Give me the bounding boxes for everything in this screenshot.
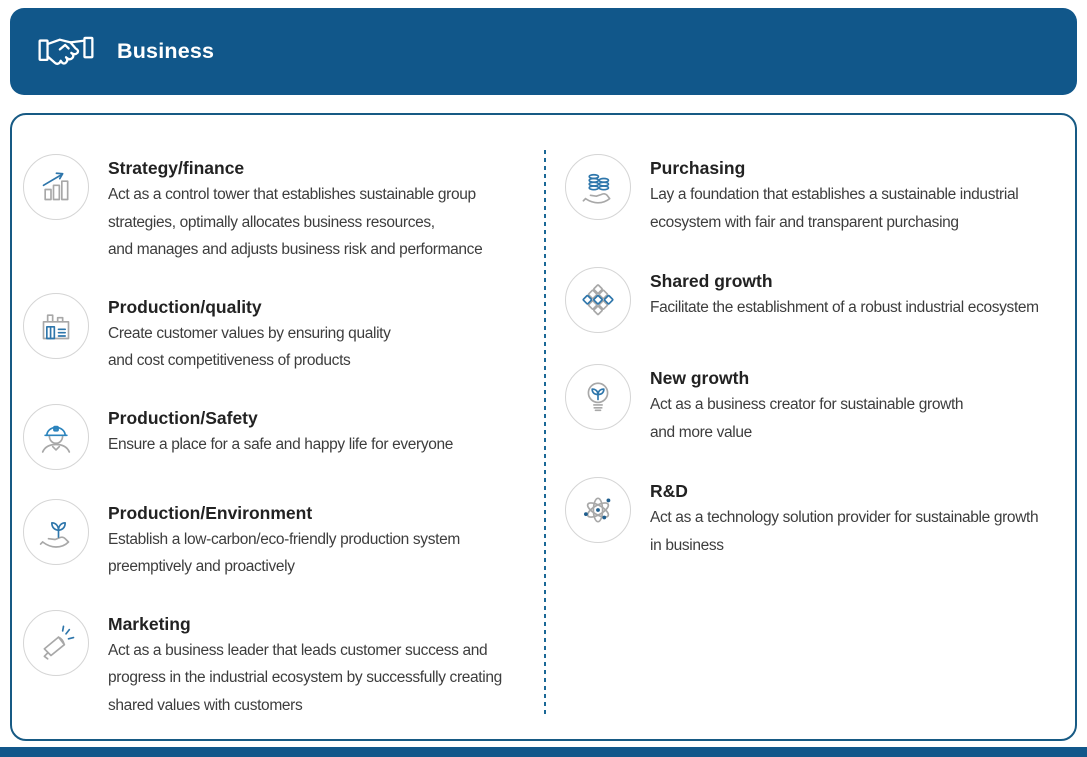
item-line: and cost competitiveness of products bbox=[108, 352, 351, 369]
item-production-safety bbox=[23, 404, 539, 470]
item-line: and more value bbox=[650, 423, 752, 441]
item-strategy-finance bbox=[23, 154, 539, 264]
item-line: Establish a low-carbon/eco-friendly production system bbox=[108, 530, 460, 548]
item-line: preemptively and proactively bbox=[108, 558, 295, 575]
network-diamond-icon bbox=[565, 267, 631, 333]
column-divider bbox=[544, 150, 546, 718]
item-title: R&D bbox=[650, 481, 688, 501]
item-line: Facilitate the establishment of a robust industrial ecosystem bbox=[650, 299, 1039, 316]
item-line: and manages and adjusts business risk and performance bbox=[108, 241, 483, 258]
hand-sprout-icon bbox=[23, 499, 89, 565]
megaphone-icon bbox=[23, 610, 89, 676]
page-title: Business bbox=[117, 39, 215, 63]
item-line: strategies, optimally allocates business resources, bbox=[108, 213, 435, 231]
item-production-quality bbox=[23, 293, 539, 375]
business-header-band bbox=[10, 8, 1077, 95]
item-line: Act as a business creator for sustainable growth bbox=[650, 396, 964, 413]
right-column bbox=[565, 154, 1075, 590]
item-title: Strategy/finance bbox=[108, 158, 245, 178]
item-line: Act as a technology solution provider for sustainable growth bbox=[650, 509, 1039, 526]
handshake-icon bbox=[37, 29, 95, 75]
item-title: Production/Environment bbox=[108, 502, 313, 523]
item-shared-growth bbox=[565, 267, 1075, 333]
item-title: Purchasing bbox=[650, 158, 746, 178]
bottom-accent-bar bbox=[0, 747, 1087, 757]
item-title: Production/Safety bbox=[108, 407, 258, 428]
business-panel bbox=[10, 113, 1077, 741]
item-purchasing bbox=[565, 154, 1075, 236]
hand-coins-icon bbox=[565, 154, 631, 220]
item-line: Ensure a place for a safe and happy life for everyone bbox=[108, 435, 454, 453]
item-line: Lay a foundation that establishes a sustainable industrial bbox=[650, 186, 1019, 203]
bulb-sprout-icon bbox=[565, 364, 631, 430]
atom-icon bbox=[565, 477, 631, 543]
item-line: ecosystem with fair and transparent purchasing bbox=[650, 213, 959, 231]
item-line: Act as a control tower that establishes sustainable group bbox=[108, 186, 476, 203]
item-title: Production/quality bbox=[108, 296, 262, 317]
item-title: Shared growth bbox=[650, 271, 773, 291]
item-title: Marketing bbox=[108, 613, 191, 634]
item-line: Act as a business leader that leads customer success and bbox=[108, 641, 488, 659]
item-title: New growth bbox=[650, 368, 750, 388]
factory-icon bbox=[23, 293, 89, 359]
item-marketing bbox=[23, 610, 539, 720]
item-new-growth bbox=[565, 364, 1075, 446]
left-column bbox=[23, 154, 539, 748]
item-rnd bbox=[565, 477, 1075, 559]
item-line: in business bbox=[650, 536, 724, 554]
item-production-environment bbox=[23, 499, 539, 581]
item-line: progress in the industrial ecosystem by successfully creating bbox=[108, 669, 502, 686]
growth-chart-icon bbox=[23, 154, 89, 220]
item-line: shared values with customers bbox=[108, 696, 303, 714]
safety-worker-icon bbox=[23, 404, 89, 470]
item-line: Create customer values by ensuring quality bbox=[108, 324, 391, 342]
